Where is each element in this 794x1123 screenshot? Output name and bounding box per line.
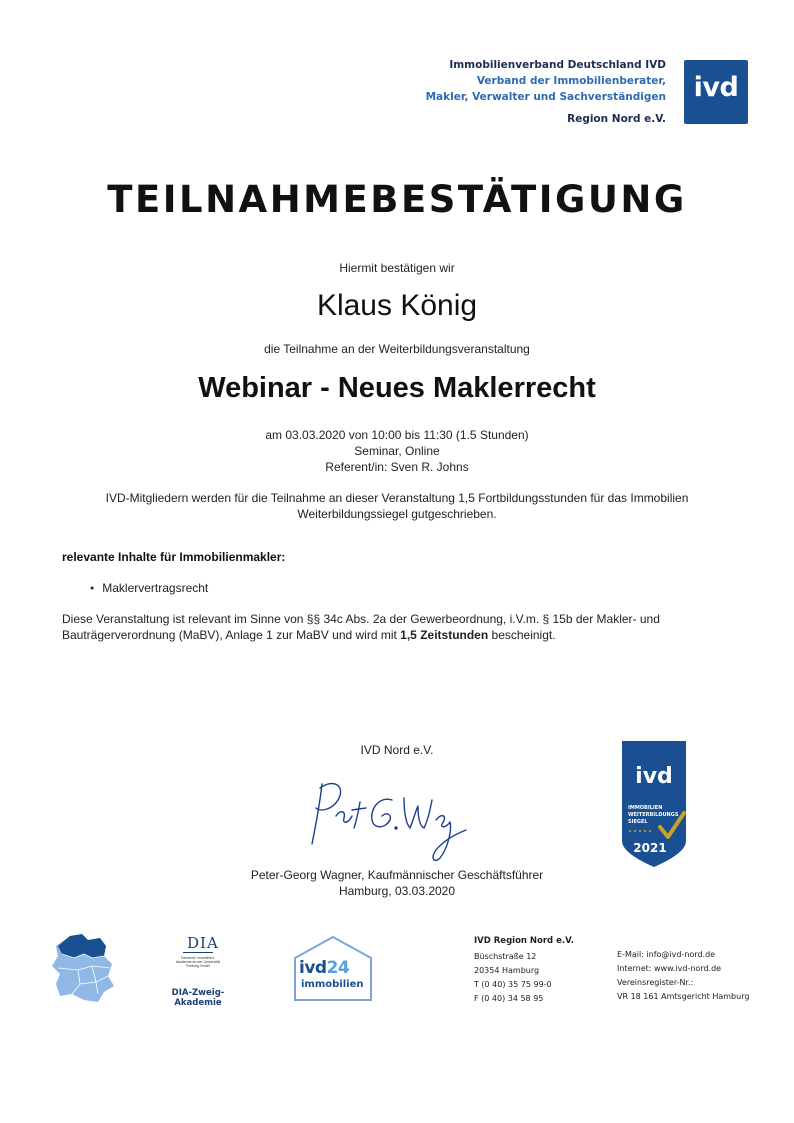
event-speaker: Referent/in: Sven R. Johns [325, 460, 469, 474]
ivd-weiterbildungssiegel-badge [622, 741, 686, 867]
org-tagline-1: Verband der Immobilienberater, [476, 75, 666, 87]
legal-text-1: Diese Veranstaltung ist relevant im Sinne von §§ 34c Abs. 2a der Gewerbeordnung, i.V.m. § 15b der Makler- und Bauträgerverordnung (MaBV), Anlage 1 zur MaBV und wird mit [62, 612, 660, 642]
footer-org: IVD Region Nord e.V. [474, 936, 574, 946]
seal-line-3: SIEGEL [628, 819, 648, 825]
germany-map-icon [48, 934, 122, 1002]
footer-address [474, 934, 574, 1006]
legal-note [62, 611, 722, 643]
dia-mark: DIA [187, 934, 219, 952]
dia-subtitle: Deutsche Immobilien-Akademie an der Universität Freiburg GmbH [176, 956, 220, 968]
credit-note [0, 490, 794, 522]
event-title: Webinar - Neues Maklerrecht [198, 372, 596, 404]
seal-line-1: IMMOBILIEN [628, 805, 663, 811]
place-date: Hamburg, 03.03.2020 [338, 884, 456, 898]
event-format: Seminar, Online [354, 444, 440, 458]
confirm-text: Hiermit bestätigen wir [339, 261, 455, 275]
org-region: Region Nord e.V. [567, 113, 666, 125]
footer-web: Internet: www.ivd-nord.de [617, 964, 722, 973]
legal-text-2: bescheinigt. [488, 628, 556, 642]
footer-contact [617, 948, 749, 1004]
signer-name: Peter-Georg Wagner, Kaufmännischer Geschäftsführer [250, 868, 544, 882]
ivd24-wordmark [299, 958, 349, 978]
content-item: ● Maklervertragsrecht [90, 581, 208, 595]
footer-register-value: VR 18 161 Amtsgericht Hamburg [617, 992, 750, 1001]
org-header [426, 57, 666, 127]
ivd24-main: ivd [299, 958, 327, 978]
participation-text: die Teilnahme an der Weiterbildungsveranstaltung [264, 342, 530, 356]
legal-hours: 1,5 Zeitstunden [400, 628, 489, 642]
ivd-logo [684, 60, 748, 124]
event-date: am 03.03.2020 von 10:00 bis 11:30 (1.5 Stunden) [265, 428, 529, 442]
dia-logo [153, 934, 243, 1008]
footer-street: Büschstraße 12 [474, 952, 537, 961]
credit-line-2: Weiterbildungssiegel gutgeschrieben. [297, 507, 497, 521]
seal-year: 2021 [633, 841, 667, 855]
footer-fax: F (0 40) 34 58 95 [474, 994, 544, 1003]
org-name: Immobilienverband Deutschland IVD [449, 59, 666, 71]
footer-register-label: Vereinsregister-Nr.: [617, 978, 694, 987]
ivd-logo-text: ivd [693, 72, 739, 103]
ivd24-number: 24 [326, 958, 350, 978]
ivd24-logo [291, 934, 375, 1004]
handwritten-signature [300, 772, 470, 867]
signature-org: IVD Nord e.V. [360, 743, 434, 757]
dia-rule-icon [183, 951, 213, 954]
org-tagline-2: Makler, Verwalter und Sachverständigen [425, 91, 666, 103]
credit-line-1: IVD-Mitgliedern werden für die Teilnahme an dieser Veranstaltung 1,5 Fortbildungsstunden für das Immobilien [105, 491, 689, 505]
seal-line-2: WEITERBILDUNGS [628, 812, 679, 818]
dia-name: DIA-Zweig-Akademie [171, 988, 225, 1008]
participant-name: Klaus König [316, 289, 478, 322]
footer-city: 20354 Hamburg [474, 966, 540, 975]
signer-block [0, 867, 794, 899]
seal-logo-text: ivd [635, 764, 673, 789]
footer-phone: T (0 40) 35 75 99-0 [474, 980, 552, 989]
ivd24-subtitle: immobilien [301, 979, 364, 990]
content-heading: relevante Inhalte für Immobilienmakler: [62, 550, 286, 564]
document-title: TEILNAHMEBESTÄTIGUNG [107, 178, 687, 221]
event-details [0, 427, 794, 475]
footer-email: E-Mail: info@ivd-nord.de [617, 950, 716, 959]
